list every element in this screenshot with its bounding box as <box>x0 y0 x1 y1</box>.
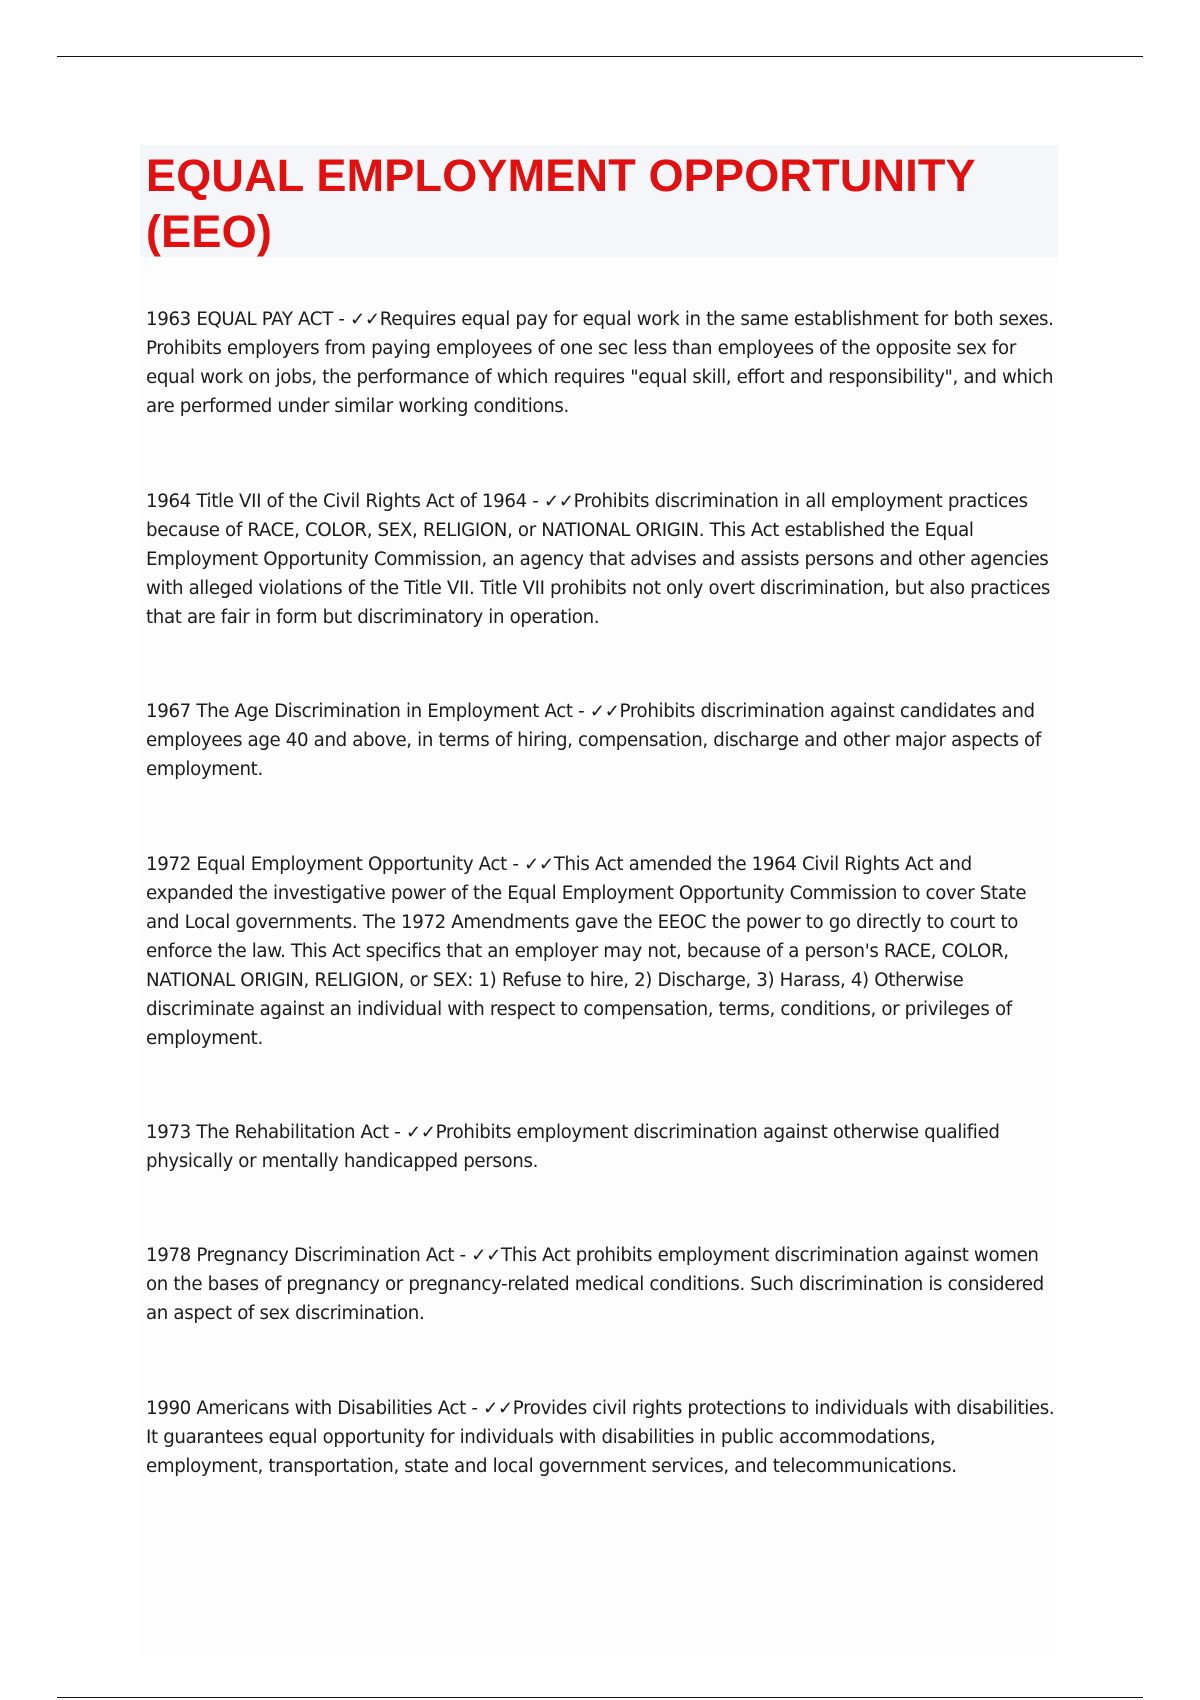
entry-definition: Requires equal pay for equal work in the same establishment for both sexes. Prohibits employers from paying employees of one sec less than employees of the opposite sex for equal work on jobs, the performance of which requires "equal skill, effort and responsibility", and which are performed under similar working conditions. <box>146 309 1054 417</box>
check-mark-icon: ✓✓ <box>543 491 574 512</box>
entry-rehabilitation-act <box>146 1118 1056 1176</box>
entry-title-vii <box>146 487 1056 632</box>
entry-term: 1964 Title VII of the Civil Rights Act of 1964 <box>146 491 527 512</box>
check-mark-icon: ✓✓ <box>405 1122 436 1143</box>
entry-definition: Prohibits employment discrimination against otherwise qualified physically or mentally handicapped persons. <box>146 1122 1000 1172</box>
bottom-rule <box>57 1697 1143 1698</box>
entry-separator: - <box>388 1122 406 1143</box>
entry-separator: - <box>465 1398 483 1419</box>
document-title: EQUAL EMPLOYMENT OPPORTUNITY (EEO) <box>146 150 976 257</box>
entry-term: 1978 Pregnancy Discrimination Act <box>146 1245 455 1266</box>
check-mark-icon: ✓✓ <box>589 701 620 722</box>
entry-definition: This Act amended the 1964 Civil Rights Act and expanded the investigative power of the Equal Employment Opportunity Commission to cover State and Local governments. The 1972 Amendments gave the EEOC the power to go directly to court to enforce the law. This Act specifics that an employer may not, because of a person's RACE, COLOR, NATIONAL ORIGIN, RELIGION, or SEX: 1) Refuse to hire, 2) Discharge, 3) Harass, 4) Otherwise discriminate against an individual with respect to compensation, terms, conditions, or privileges of employment. <box>146 854 1027 1049</box>
entry-americans-with-disabilities-act <box>146 1394 1056 1481</box>
entry-equal-pay-act <box>146 305 1056 421</box>
entry-definition: Prohibits discrimination in all employment practices because of RACE, COLOR, SEX, RELIGION, or NATIONAL ORIGIN. This Act established the Equal Employment Opportunity Commission, an agency that advises and assists persons and other agencies with alleged violations of the Title VII. Title VII prohibits not only overt discrimination, but also practices that are fair in form but discriminatory in operation. <box>146 491 1051 628</box>
entry-separator: - <box>526 491 544 512</box>
check-mark-icon: ✓✓ <box>483 1398 513 1419</box>
entry-age-discrimination-act <box>146 697 1056 784</box>
entry-definition: Prohibits discrimination against candidates and employees age 40 and above, in terms of hiring, compensation, discharge and other major aspects of employment. <box>146 701 1041 780</box>
entry-term: 1990 Americans with Disabilities Act <box>146 1398 466 1419</box>
check-mark-icon: ✓✓ <box>471 1245 501 1266</box>
entry-eeo-act-1972 <box>146 850 1056 1053</box>
entry-definition: This Act prohibits employment discrimination against women on the bases of pregnancy or pregnancy-related medical conditions. Such discrimination is considered an aspect of sex discrimination. <box>146 1245 1044 1324</box>
entry-pregnancy-discrimination-act <box>146 1241 1056 1328</box>
entry-separator: - <box>572 701 590 722</box>
entry-term: 1967 The Age Discrimination in Employment Act <box>146 701 573 722</box>
check-mark-icon: ✓✓ <box>349 309 380 330</box>
entry-term: 1963 EQUAL PAY ACT <box>146 309 333 330</box>
top-rule <box>57 56 1143 57</box>
entry-definition: Provides civil rights protections to individuals with disabilities. It guarantees equal opportunity for individuals with disabilities in public accommodations, employment, transportation, state and local government services, and telecommunications. <box>146 1398 1055 1477</box>
entry-term: 1973 The Rehabilitation Act <box>146 1122 389 1143</box>
entry-separator: - <box>506 854 524 875</box>
entry-separator: - <box>332 309 350 330</box>
check-mark-icon: ✓✓ <box>523 854 554 875</box>
entry-term: 1972 Equal Employment Opportunity Act <box>146 854 507 875</box>
entry-separator: - <box>454 1245 472 1266</box>
